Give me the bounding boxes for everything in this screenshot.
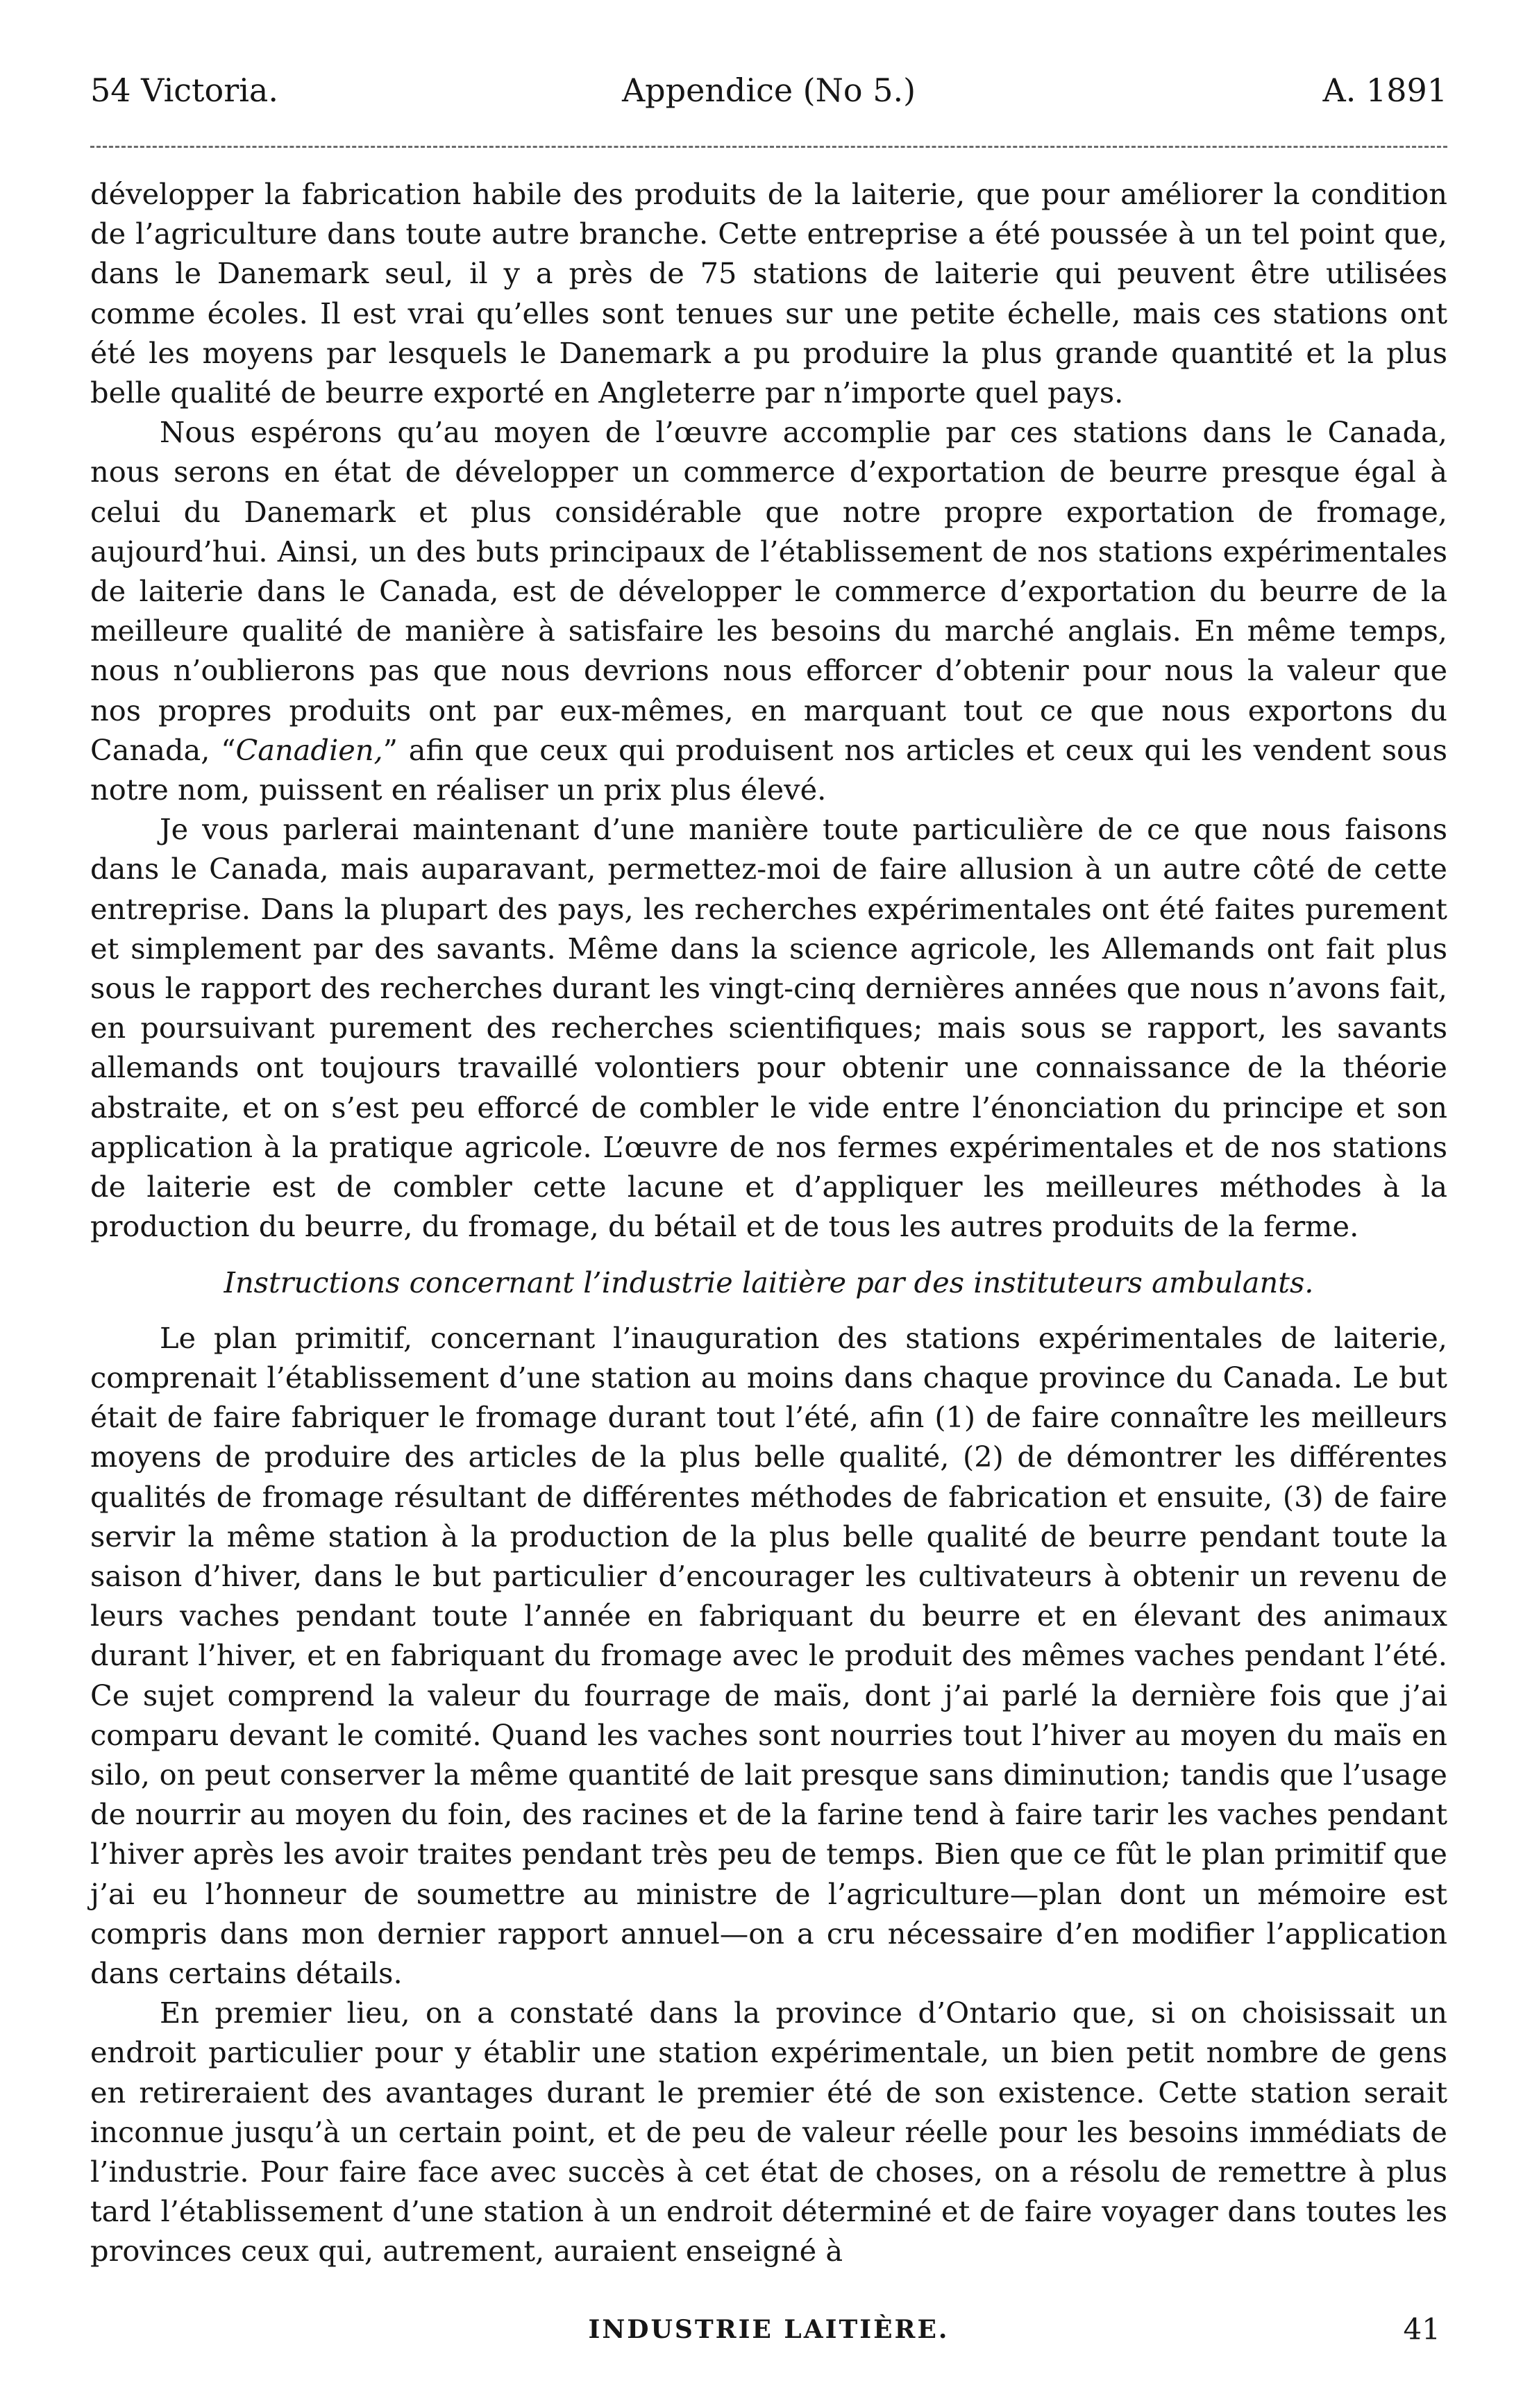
running-header bbox=[90, 62, 1447, 118]
document-page bbox=[90, 62, 1447, 2374]
header-appendix: Appendice (No 5.) bbox=[621, 71, 916, 109]
paragraph-3: Je vous parlerai maintenant d’une manière toute particulière de ce que nous faisons dans le Canada, mais auparavant, permettez-moi de faire allusion à un autre côté de cette entreprise. Dans la plupart des pays, les recherches expérimentales ont été faites purement et simplement par des savants. Même dans la science agricole, les Allemands ont fait plus sous le rapport des recherches durant les vingt-cinq dernières années que nous n’avons fait, en poursuivant purement des recherches scientifiques; mais sous se rapport, les savants allemands ont toujours travaillé volontiers pour obtenir une connaissance de la théorie abstraite, et on s’est peu efforcé de combler le vide entre l’énonciation du principe et son application à la pratique agricole. L’œuvre de nos fermes expérimentales et de nos stations de laiterie est de combler cette lacune et d’appliquer les meilleures méthodes à la production du beurre, du fromage, du bétail et de tous les autres produits de la ferme. bbox=[90, 812, 1447, 1244]
paragraph-1: développer la fabrication habile des produits de la laiterie, que pour améliorer la condition de l’agriculture dans toute autre branche. Cette entreprise a été poussée à un tel point que, dans le Danemark seul, il y a près de 75 stations de laiterie qui peuvent être utilisées comme écoles. Il est vrai qu’elles sont tenues sur une petite échelle, mais ces stations ont été les moyens par lesquels le Danemark a pu produire la plus grande quantité et la plus belle qualité de beurre exporté en Angleterre par n’importe quel pays. bbox=[90, 177, 1447, 410]
paragraph-2-text: Nous espérons qu’au moyen de l’œuvre accomplie par ces stations dans le Canada, nous serons en état de développer un commerce d’exportation de beurre presque égal à celui du Danemark et plus considérable que notre propre exportation de fromage, aujourd’hui. Ainsi, un des buts principaux de l’établissement de nos stations expérimentales de laiterie dans le Canada, est de développer le commerce d’exportation du beurre de la meilleure qualité de manière à satisfaire les besoins du marché anglais. En même temps, nous n’oublierons pas que nous devrions nous efforcer d’obtenir pour nous la valeur que nos propres produits ont par eux-mêmes, en marquant tout ce que nous exportons du Canada, “ bbox=[90, 415, 1447, 767]
page-number: 41 bbox=[1403, 2312, 1440, 2346]
paragraph-2 bbox=[90, 412, 1447, 809]
paragraph-5: En premier lieu, on a constaté dans la province d’Ontario que, si on choisissait un endroit particulier pour y établir une station expérimentale, un bien petit nombre de gens en retireraient des avantages durant le premier été de son existence. Cette station serait inconnue jusqu’à un certain point, et de peu de valeur réelle pour les besoins immédiats de l’industrie. Pour faire face avec succès à cet état de choses, on a résolu de remettre à plus tard l’établissement d’une station à un endroit déterminé et de faire voyager dans toutes les provinces ceux qui, autrement, auraient enseigné à bbox=[90, 1996, 1447, 2268]
paragraph-4: Le plan primitif, concernant l’inauguration des stations expérimentales de laiterie, comprenait l’établissement d’une station au moins dans chaque province du Canada. Le but était de faire fabriquer le fromage durant tout l’été, afin (1) de faire connaître les meilleurs moyens de produire des articles de la plus belle qualité, (2) de démontrer les différentes qualités de fromage résultant de différentes méthodes de fabrication et ensuite, (3) de faire servir la même station à la production de la plus belle qualité de beurre pendant toute la saison d’hiver, dans le but particulier d’encourager les cultivateurs à obtenir un revenu de leurs vaches pendant toute l’année en fabriquant du beurre et en élevant des animaux durant l’hiver, et en fabriquant du fromage avec le produit des mêmes vaches pendant l’été. Ce sujet comprend la valeur du fourrage de maïs, dont j’ai parlé la dernière fois que j’ai comparu devant le comité. Quand les vaches sont nourries tout l’hiver au moyen du maïs en silo, on peut conserver la même quantité de lait presque sans diminution; tandis que l’usage de nourrir au moyen du foin, des racines et de la farine tend à faire tarir les vaches pendant l’hiver après les avoir traites pendant très peu de temps. Bien que ce fût le plan primitif que j’ai eu l’honneur de soumettre au ministre de l’agriculture—plan dont un mémoire est compris dans mon dernier rapport annuel—on a cru nécessaire d’en modifier l’application dans certains détails. bbox=[90, 1320, 1447, 1990]
footer-catchword: INDUSTRIE LAITIÈRE. bbox=[588, 2315, 950, 2344]
page-footer bbox=[90, 2309, 1447, 2350]
body-text bbox=[90, 174, 1447, 2271]
header-year: A. 1891 bbox=[1322, 71, 1447, 109]
section-subheading: Instructions concernant l’industrie laitière par des instituteurs ambulants. bbox=[224, 1265, 1314, 1300]
header-rule bbox=[90, 146, 1447, 148]
header-session: 54 Victoria. bbox=[90, 71, 278, 109]
paragraph-2-tail: ” afin que ceux qui produisent nos articles et ceux qui les vendent sous notre nom, puissent en réaliser un prix plus élevé. bbox=[90, 732, 1447, 807]
paragraph-2-italic: Canadien, bbox=[235, 732, 383, 767]
